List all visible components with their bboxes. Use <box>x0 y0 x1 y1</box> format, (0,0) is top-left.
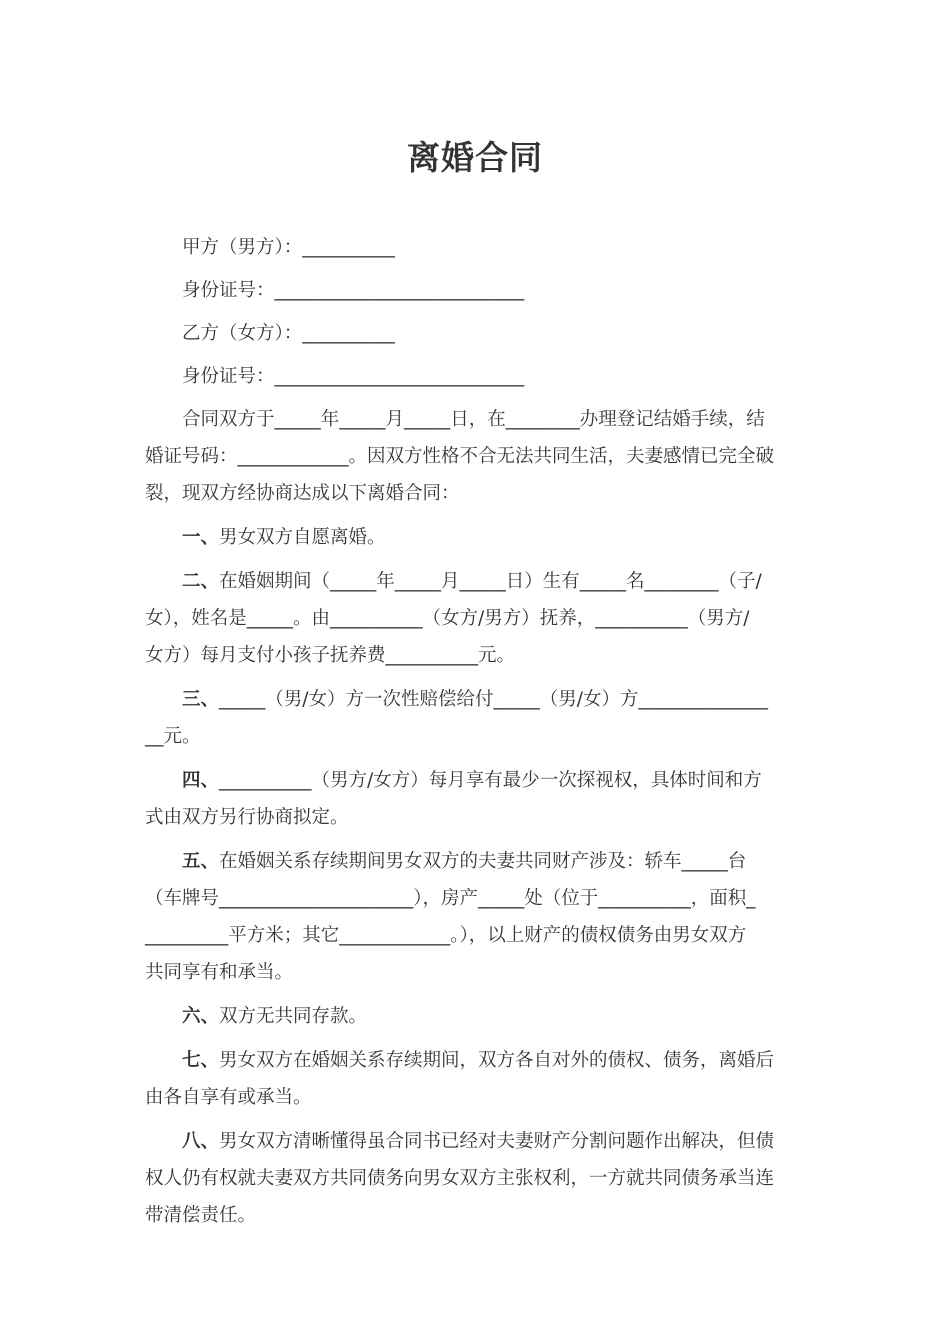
clause-text: 女），姓名是_____。由__________（女方/男方）抚养，__________（男方/ <box>145 608 750 629</box>
clause-text: 在婚姻关系存续期间男女双方的夫妻共同财产涉及：轿车_____台 <box>219 851 747 872</box>
clause-number: 八、 <box>182 1131 220 1152</box>
party-a-id-line: 身份证号：___________________________ <box>182 280 525 301</box>
party-b-id-line: 身份证号：___________________________ <box>182 366 525 387</box>
intro-paragraph <box>145 401 805 512</box>
clause-7 <box>145 1042 805 1116</box>
clause-text: 在婚姻期间（_____年_____月_____日）生有_____名________（子/ <box>219 571 762 592</box>
intro-line: 婚证号码：____________。因双方性格不合无法共同生活，夫妻感情已完全破 <box>145 446 775 467</box>
clause-text: 男女双方在婚姻关系存续期间，双方各自对外的债权、债务，离婚后 <box>219 1050 775 1071</box>
clause-text: 共同享有和承当。 <box>145 962 294 983</box>
party-b-line: 乙方（女方）：__________ <box>182 323 395 344</box>
clause-text: 女方）每月支付小孩子抚养费__________元。 <box>145 645 516 666</box>
clause-6 <box>145 998 805 1035</box>
clause-2 <box>145 563 805 674</box>
party-a-line: 甲方（男方）：__________ <box>182 237 395 258</box>
clause-text: __元。 <box>145 726 201 747</box>
clause-text: 权人仍有权就夫妻双方共同债务向男女双方主张权利，一方就共同债务承当连 <box>145 1168 775 1189</box>
clause-text: 由各自享有或承当。 <box>145 1087 312 1108</box>
clause-text: 男女双方自愿离婚。 <box>219 527 386 548</box>
clause-text: _____（男/女）方一次性赔偿给付_____（男/女）方______________ <box>219 689 768 710</box>
clause-text: __________（男方/女方）每月享有最少一次探视权，具体时间和方 <box>219 770 762 791</box>
clause-1 <box>145 519 805 556</box>
clause-text: 男女双方清晰懂得虽合同书已经对夫妻财产分割问题作出解决，但债 <box>219 1131 775 1152</box>
intro-line: 裂，现双方经协商达成以下离婚合同： <box>145 483 460 504</box>
clause-text: 带清偿责任。 <box>145 1205 257 1226</box>
clause-text: _________平方米；其它____________。），以上财产的债权债务由男女双方 <box>145 925 747 946</box>
clause-number: 五、 <box>182 851 220 872</box>
clause-text: （车牌号_____________________），房产_____处（位于__________，面积_ <box>145 888 756 909</box>
clause-number: 七、 <box>182 1050 220 1071</box>
clause-number: 六、 <box>182 1006 220 1027</box>
clause-number: 二、 <box>182 571 220 592</box>
clause-text: 双方无共同存款。 <box>219 1006 368 1027</box>
intro-line: 合同双方于_____年_____月_____日，在________办理登记结婚手续，结 <box>182 409 765 430</box>
clause-text: 式由双方另行协商拟定。 <box>145 807 349 828</box>
clause-4 <box>145 762 805 836</box>
clause-3 <box>145 681 805 755</box>
clause-number: 一、 <box>182 527 220 548</box>
document-body <box>145 229 805 1234</box>
clause-5 <box>145 843 805 991</box>
clause-number: 四、 <box>182 770 220 791</box>
clause-8 <box>145 1123 805 1234</box>
page-title: 离婚合同 <box>407 138 543 177</box>
clause-number: 三、 <box>182 689 220 710</box>
